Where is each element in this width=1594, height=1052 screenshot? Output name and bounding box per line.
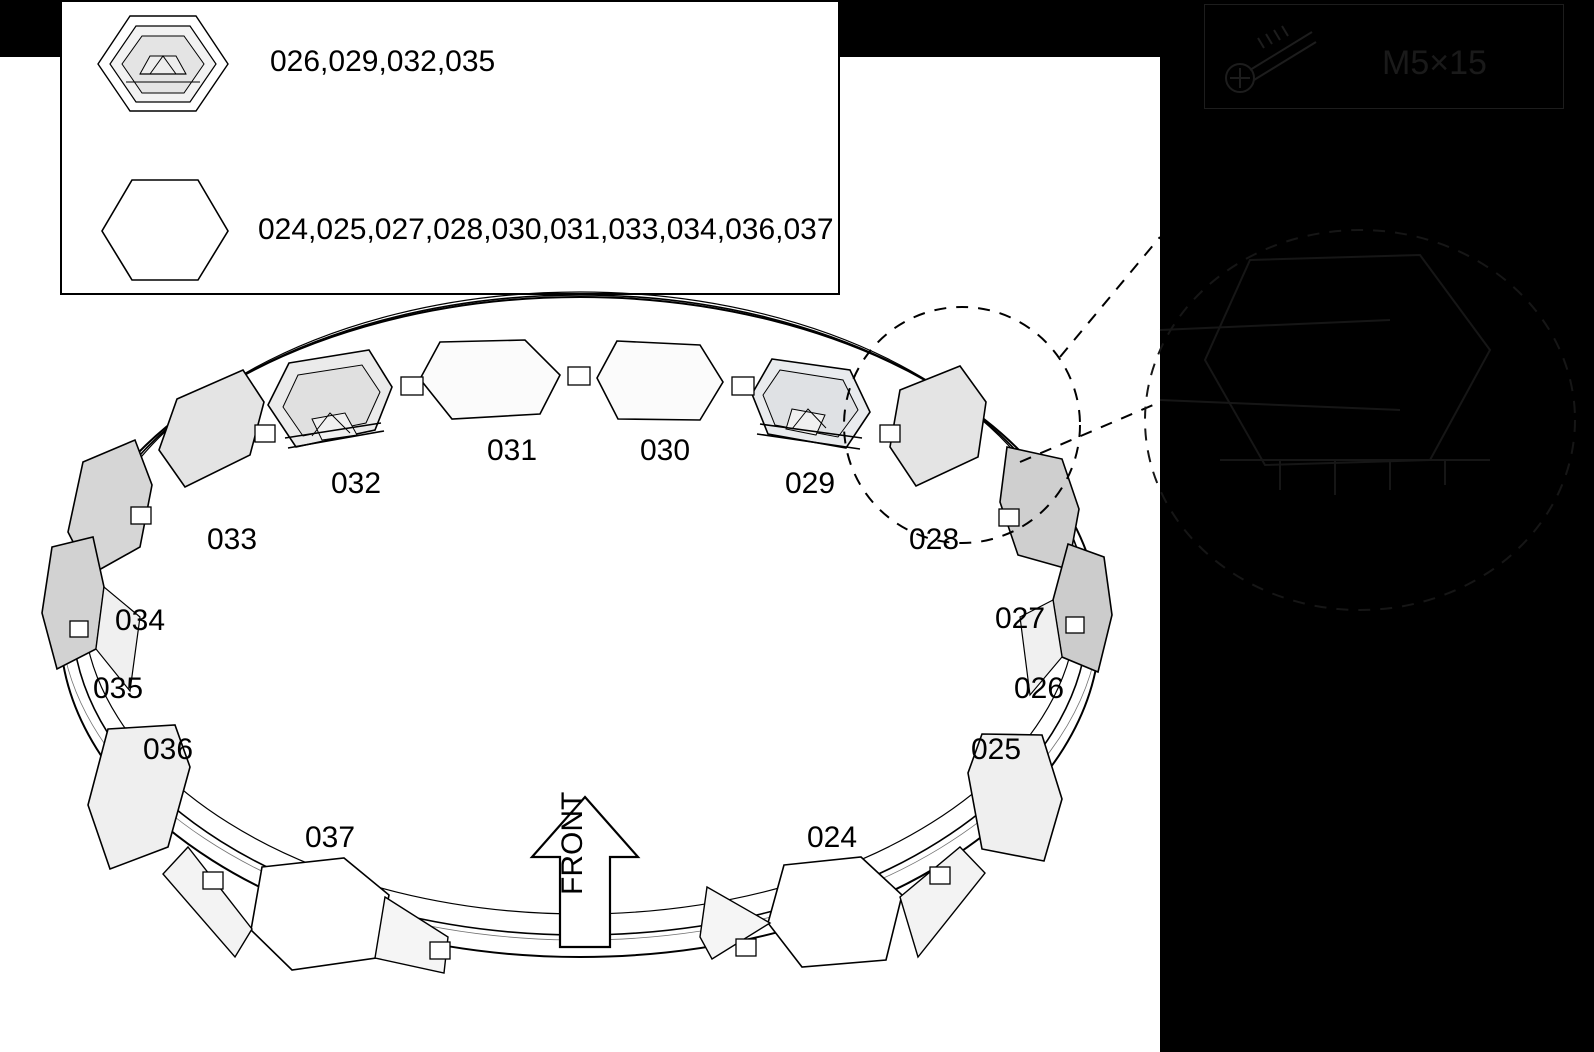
part-label-034: 034 [115, 604, 166, 637]
panel-037[interactable] [251, 858, 389, 970]
part-label-036: 036 [143, 733, 194, 766]
part-label-027: 027 [995, 602, 1046, 635]
part-label-028: 028 [909, 523, 960, 556]
drawing-canvas [0, 45, 1160, 1052]
part-label-024: 024 [807, 821, 858, 854]
panel-035[interactable] [42, 537, 104, 669]
panel-032[interactable] [268, 350, 392, 448]
part-label-033: 033 [207, 523, 258, 556]
part-label-035: 035 [93, 672, 144, 705]
panel-024[interactable] [768, 857, 902, 967]
screw-icon [1220, 18, 1330, 98]
part-label-026: 026 [1014, 672, 1065, 705]
ring-assembly-drawing [0, 57, 1160, 1052]
part-label-031: 031 [487, 434, 538, 467]
legend-label-1: 026,029,032,035 [270, 45, 496, 78]
part-label-025: 025 [971, 733, 1022, 766]
front-label: FRONT [556, 791, 589, 895]
screw-label: M5×15 [1382, 44, 1487, 82]
dark-side-panel [1160, 0, 1594, 1052]
part-label-037: 037 [305, 821, 356, 854]
panel-029[interactable] [752, 359, 870, 449]
panel-028[interactable] [890, 366, 986, 486]
panel-033[interactable] [159, 370, 264, 487]
legend-label-2: 024,025,027,028,030,031,033,034,036,037 [258, 213, 834, 246]
part-label-029: 029 [785, 467, 836, 500]
panel-030[interactable] [597, 341, 723, 420]
detail-view-ghost [1160, 160, 1594, 680]
part-label-030: 030 [640, 434, 691, 467]
part-label-032: 032 [331, 467, 382, 500]
panel-031[interactable] [420, 340, 560, 419]
